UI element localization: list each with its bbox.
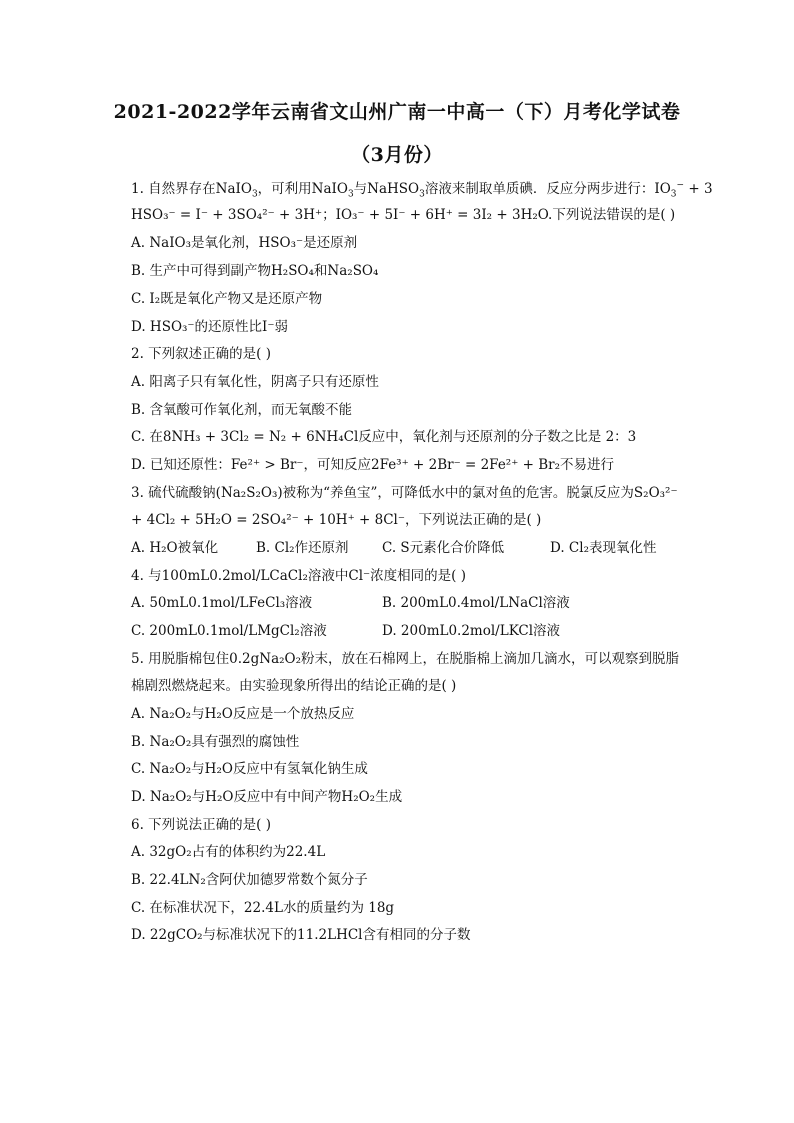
question-1-option-d: D. HSO₃⁻的还原性比I⁻弱: [131, 319, 289, 335]
q1-stem-part: 与NaHSO: [353, 181, 420, 197]
question-1-option-c: C. I₂既是氧化产物又是还原产物: [131, 291, 323, 307]
question-2-stem: 2. 下列叙述正确的是( ): [131, 346, 271, 362]
question-3-stem-line2: + 4Cl₂ + 5H₂O = 2SO₄²⁻ + 10H⁺ + 8Cl⁻，下列说法正确的是( ): [131, 512, 542, 528]
question-6-option-a: A. 32gO₂占有的体积约为22.4L: [131, 844, 326, 860]
exam-subtitle: （3月份）: [351, 144, 443, 166]
question-3-option-d: D. Cl₂表现氧化性: [550, 540, 657, 556]
q1-stem-part: 溶液来制取单质碘．反应分两步进行：IO: [424, 181, 671, 197]
question-1-option-b: B. 生产中可得到副产物H₂SO₄和Na₂SO₄: [131, 263, 379, 279]
question-4-stem: 4. 与100mL0.2mol/LCaCl₂溶液中Cl⁻浓度相同的是( ): [131, 568, 466, 584]
question-2-option-a: A. 阳离子只有氧化性，阴离子只有还原性: [131, 374, 379, 390]
question-3-option-a: A. H₂O被氧化: [131, 540, 219, 556]
q1-stem-part: + 3: [684, 181, 713, 197]
exam-title: 2021-2022学年云南省文山州广南一中高一（下）月考化学试卷: [113, 101, 681, 123]
question-5-stem-line2: 棉剧烈燃烧起来。由实验现象所得出的结论正确的是( ): [131, 678, 457, 694]
question-4-option-a: A. 50mL0.1mol/LFeCl₃溶液: [131, 595, 313, 611]
question-5-option-c: C. Na₂O₂与H₂O反应中有氢氧化钠生成: [131, 761, 368, 777]
question-4-option-d: D. 200mL0.2mol/LKCl溶液: [382, 623, 561, 639]
question-3-option-b: B. Cl₂作还原剂: [256, 540, 349, 556]
question-3-stem: 3. 硫代硫酸钠(Na₂S₂O₃)被称为“养鱼宝”，可降低水中的氯对鱼的危害。脱氯反应为S₂O₃²⁻: [131, 485, 678, 501]
question-6-option-b: B. 22.4LN₂含阿伏加德罗常数个氮分子: [131, 872, 368, 888]
question-5-option-a: A. Na₂O₂与H₂O反应是一个放热反应: [131, 706, 355, 722]
q1-stem-part: ，可利用NaIO: [257, 181, 348, 197]
question-5-stem: 5. 用脱脂棉包住0.2gNa₂O₂粉末，放在石棉网上，在脱脂棉上滴加几滴水，可以观察到脱脂: [131, 651, 680, 667]
question-2-option-c: C. 在8NH₃ + 3Cl₂ = N₂ + 6NH₄Cl反应中，氧化剂与还原剂的分子数之比是 2：3: [131, 429, 637, 445]
question-6-option-d: D. 22gCO₂与标准状况下的11.2LHCl含有相同的分子数: [131, 927, 471, 943]
question-1-option-a: A. NaIO₃是氧化剂，HSO₃⁻是还原剂: [131, 235, 358, 251]
question-6-stem: 6. 下列说法正确的是( ): [131, 817, 271, 833]
question-1-stem: 1. 自然界存在NaIO$_3$，可利用NaIO$_3$与NaHSO$_3$溶液来制取单质碘．反应分两步进行：$IO_3^- + 3$: [131, 180, 713, 200]
question-4-option-c: C. 200mL0.1mol/LMgCl₂溶液: [131, 623, 327, 639]
question-5-option-d: D. Na₂O₂与H₂O反应中有中间产物H₂O₂生成: [131, 789, 403, 805]
question-2-option-d: D. 已知还原性：Fe²⁺ > Br⁻，可知反应2Fe³⁺ + 2Br⁻ = 2Fe²⁺ + Br₂不易进行: [131, 457, 615, 473]
question-4-option-b: B. 200mL0.4mol/LNaCl溶液: [382, 595, 570, 611]
question-2-option-b: B. 含氧酸可作氧化剂，而无氧酸不能: [131, 402, 353, 418]
question-1-stem-line2: HSO₃⁻ = I⁻ + 3SO₄²⁻ + 3H⁺；IO₃⁻ + 5I⁻ + 6H⁺ = 3I₂ + 3H₂O.下列说法错误的是( ): [131, 207, 676, 223]
question-6-option-c: C. 在标准状况下，22.4L水的质量约为 18g: [131, 900, 395, 916]
question-3-option-c: C. S元素化合价降低: [382, 540, 505, 556]
q1-stem-part: 1. 自然界存在NaIO: [131, 181, 252, 197]
question-5-option-b: B. Na₂O₂具有强烈的腐蚀性: [131, 734, 300, 750]
